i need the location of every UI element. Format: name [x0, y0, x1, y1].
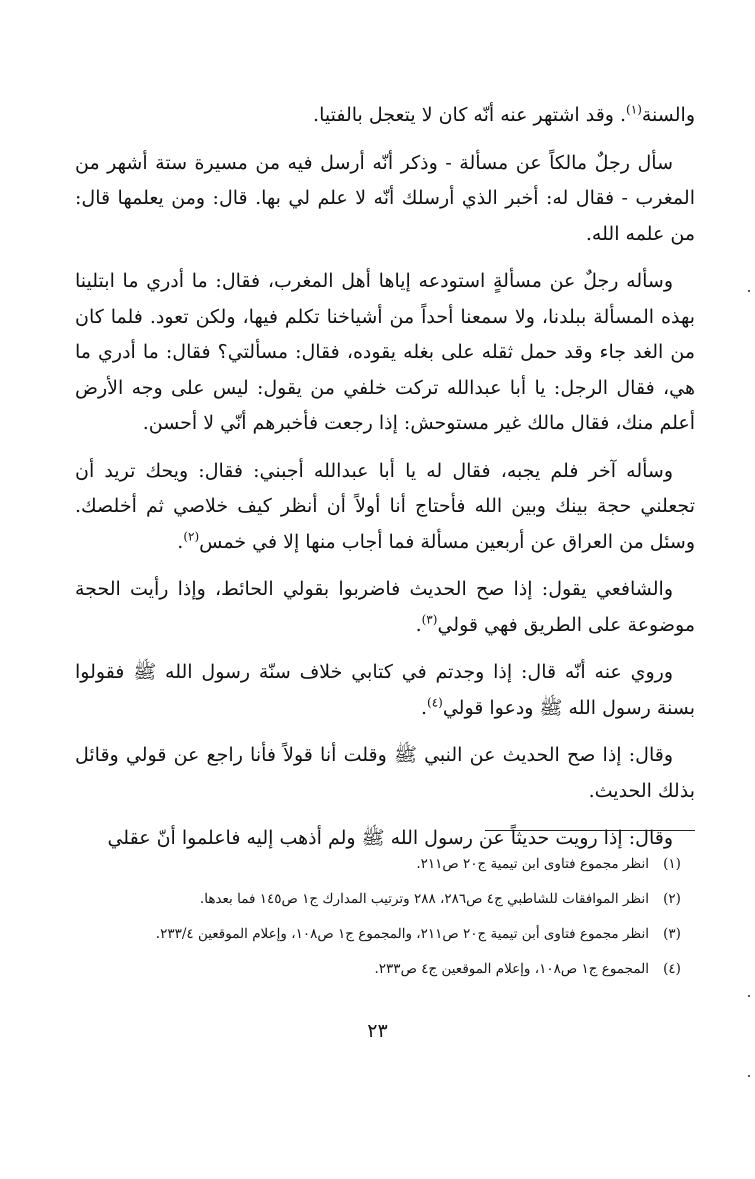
footnote-divider [485, 830, 695, 831]
paragraph-4 [75, 454, 695, 561]
paragraph-tail: . [177, 530, 184, 553]
footnote-number: (١) [663, 856, 681, 872]
scan-edge-mark [748, 995, 750, 997]
footnote [75, 955, 695, 984]
paragraph-tail: . [420, 696, 427, 719]
paragraph-text: سأل رجلٌ مالكاً عن مسألة - وذكر أنّه أرسل فيه من مسيرة ستة أشهر من المغرب - فقال له: أخبر الذي أرسلك أنّه لا علم لي بها. قال: ومن يعلمها قال: من علمه الله. [75, 151, 695, 245]
footnote-ref[interactable]: (٣) [421, 612, 438, 627]
footnote-text: المجموع ج١ ص١٠٨، وإعلام الموقعين ج٤ ص٢٣٣. [374, 961, 649, 977]
footnote-text: انظر مجموع فتاوى ابن تيمية ج٢٠ ص٢١١. [416, 856, 649, 872]
footnote-ref[interactable]: (٤) [427, 695, 443, 710]
paragraph-text: والسنة [641, 104, 695, 126]
footnote-number: (٣) [663, 926, 681, 942]
footnote-ref[interactable]: (١) [626, 102, 642, 117]
paragraph-text: والشافعي يقول: إذا صح الحديث فاضربوا بقولي الحائط، وإذا رأيت الحجة موضوعة على الطريق فهي قولي [75, 578, 695, 636]
footnote [75, 885, 695, 914]
footnote-number: (٤) [663, 961, 681, 977]
main-text [75, 98, 695, 869]
paragraph-1 [75, 98, 695, 134]
paragraph-tail: . وقد اشتهر عنه أنّه كان لا يتعجل بالفتيا. [313, 104, 627, 126]
paragraph-text: وقال: إذا صح الحديث عن النبي ﷺ وقلت أنا قولاً فأنا راجع عن قولي وقائل بذلك الحديث. [75, 744, 695, 802]
page-number: ٢٣ [367, 1020, 388, 1042]
paragraph-7 [75, 738, 695, 809]
paragraph-text: وسأله آخر فلم يجبه، فقال له يا أبا عبدالله أجبني: فقال: ويحك تريد أن تجعلني حجة بينك وبين الله فأحتاج أنا أولاً أن أنظر كيف خلاصي ثم أخلصك. وسئل من العراق عن أربعين مسألة فما أجاب منها إلا في خمس [75, 459, 695, 553]
footnote-ref[interactable]: (٢) [183, 529, 200, 544]
footnotes [75, 850, 695, 990]
scan-edge-mark [748, 290, 750, 292]
paragraph-text: وروي عنه أنّه قال: إذا وجدتم في كتابي خلاف سنّة رسول الله ﷺ فقولوا بسنة رسول الله ﷺ ودعوا قولي [75, 661, 695, 719]
footnote [75, 920, 695, 949]
paragraph-tail: . [415, 613, 422, 636]
footnote [75, 850, 695, 879]
footnote-text: انظر مجموع فتاوى أبن تيمية ج٢٠ ص٢١١، والمجموع ج١ ص١٠٨، وإعلام الموقعين ٢٣٣/٤. [155, 926, 649, 942]
paragraph-text: وقال: إذا رويت حديثاً عن رسول الله ﷺ ولم أذهب إليه فاعلموا أنّ عقلي [107, 827, 673, 849]
scan-edge-mark [748, 1075, 750, 1077]
paragraph-5 [75, 572, 695, 643]
paragraph-6 [75, 655, 695, 726]
paragraph-2 [75, 146, 695, 253]
footnote-number: (٢) [663, 891, 681, 907]
footnote-text: انظر الموافقات للشاطبي ج٤ ص٢٨٦، ٢٨٨ وترتيب المدارك ج١ ص١٤٥ فما بعدها. [199, 891, 649, 907]
paragraph-3 [75, 264, 695, 442]
paragraph-text: وسأله رجلٌ عن مسألةٍ استودعه إياها أهل المغرب، فقال: ما أدري ما ابتلينا بهذه المسألة ببلدنا، ولا سمعنا أحداً من أشياخنا تكلم فيها، ولكن تعود. فلما كان من الغد جاء وقد حمل ثقله على بغله يقوده، فقال: مسألتي؟ فقال: ما أدري ما هي، فقال الرجل: يا أبا عبدالله تركت خلفي من يقول: ليس على وجه الأرض أعلم منك، فقال مالك غير مستوحش: إذا رجعت فأخبرهم أنّي لا أحسن. [75, 270, 695, 434]
